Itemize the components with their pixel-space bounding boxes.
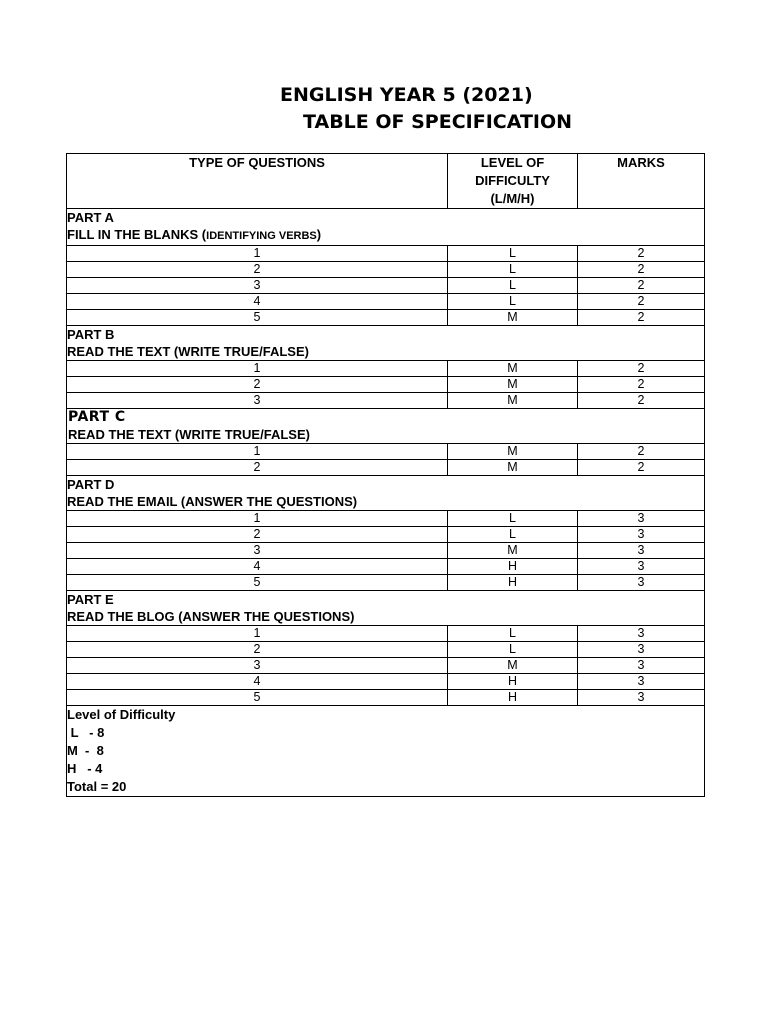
- question-number: 4: [67, 559, 448, 575]
- table-row: [67, 527, 705, 543]
- header-marks: MARKS: [578, 154, 705, 209]
- question-number: 3: [67, 543, 448, 559]
- difficulty-level: M: [448, 310, 578, 326]
- marks-value: 2: [578, 444, 705, 460]
- difficulty-level: M: [448, 460, 578, 476]
- difficulty-level: M: [448, 444, 578, 460]
- header-type-of-questions: TYPE OF QUESTIONS: [67, 154, 448, 209]
- question-number: 1: [67, 246, 448, 262]
- table-row: [67, 690, 705, 706]
- table-row: [67, 310, 705, 326]
- marks-value: 2: [578, 361, 705, 377]
- table-row: [67, 278, 705, 294]
- question-number: 5: [67, 690, 448, 706]
- section-task: READ THE TEXT (WRITE TRUE/FALSE): [67, 344, 309, 359]
- section-row-part-e: [67, 591, 705, 626]
- question-number: 1: [67, 361, 448, 377]
- section-task: READ THE BLOG (ANSWER THE QUESTIONS): [67, 609, 355, 624]
- marks-value: 2: [578, 377, 705, 393]
- section-row-part-c: [67, 409, 705, 444]
- marks-value: 3: [578, 674, 705, 690]
- section-cell: [67, 326, 705, 361]
- difficulty-level: L: [448, 246, 578, 262]
- marks-value: 2: [578, 262, 705, 278]
- section-name: PART D: [67, 477, 115, 492]
- question-number: 2: [67, 377, 448, 393]
- difficulty-level: L: [448, 511, 578, 527]
- marks-value: 2: [578, 246, 705, 262]
- table-row: [67, 377, 705, 393]
- document-title: ENGLISH YEAR 5 (2021): [280, 84, 533, 106]
- difficulty-level: L: [448, 642, 578, 658]
- question-number: 2: [67, 460, 448, 476]
- marks-value: 2: [578, 393, 705, 409]
- question-number: 4: [67, 674, 448, 690]
- difficulty-level: L: [448, 527, 578, 543]
- table-row: [67, 460, 705, 476]
- specification-table: [66, 153, 705, 797]
- table-row: [67, 393, 705, 409]
- marks-value: 3: [578, 559, 705, 575]
- header-level-of-difficulty-label: LEVEL OF DIFFICULTY (L/M/H): [475, 155, 550, 206]
- table-row: [67, 262, 705, 278]
- section-name: PART C: [68, 409, 126, 425]
- difficulty-level: H: [448, 575, 578, 591]
- difficulty-level: M: [448, 658, 578, 674]
- question-number: 4: [67, 294, 448, 310]
- section-task-end: ): [316, 227, 322, 242]
- marks-value: 3: [578, 658, 705, 674]
- section-task-text: FILL IN THE BLANKS (: [67, 227, 207, 242]
- summary-medium: M - 8: [67, 743, 104, 758]
- marks-value: 3: [578, 690, 705, 706]
- table-row: [67, 575, 705, 591]
- table-header-row: [67, 154, 705, 209]
- difficulty-level: L: [448, 278, 578, 294]
- marks-value: 3: [578, 642, 705, 658]
- question-number: 2: [67, 527, 448, 543]
- question-number: 1: [67, 626, 448, 642]
- section-task-note: IDENTIFYING VERBS: [206, 230, 317, 242]
- difficulty-level: L: [448, 262, 578, 278]
- table-row: [67, 543, 705, 559]
- marks-value: 3: [578, 626, 705, 642]
- section-cell: [67, 476, 705, 511]
- summary-low: L - 8: [67, 725, 105, 740]
- difficulty-level: M: [448, 361, 578, 377]
- section-task: [67, 226, 704, 245]
- table-row: [67, 674, 705, 690]
- question-number: 1: [67, 511, 448, 527]
- table-row: [67, 294, 705, 310]
- question-number: 3: [67, 658, 448, 674]
- summary-high: H - 4: [67, 761, 103, 776]
- document-subtitle: TABLE OF SPECIFICATION: [303, 111, 573, 133]
- table-body: [67, 209, 705, 797]
- table-row: [67, 444, 705, 460]
- section-row-part-a: [67, 209, 705, 246]
- section-cell: [67, 591, 705, 626]
- table-row: [67, 658, 705, 674]
- question-number: 2: [67, 642, 448, 658]
- section-row-part-d: [67, 476, 705, 511]
- table-row: [67, 626, 705, 642]
- section-name: PART A: [67, 210, 114, 225]
- section-cell: [67, 409, 705, 444]
- marks-value: 3: [578, 575, 705, 591]
- difficulty-level: L: [448, 626, 578, 642]
- table-row: [67, 642, 705, 658]
- table-row: [67, 559, 705, 575]
- marks-value: 2: [578, 460, 705, 476]
- question-number: 5: [67, 310, 448, 326]
- summary-total: Total = 20: [67, 779, 127, 794]
- difficulty-level: H: [448, 690, 578, 706]
- difficulty-level: M: [448, 377, 578, 393]
- difficulty-level: H: [448, 559, 578, 575]
- table-row: [67, 246, 705, 262]
- section-task: READ THE EMAIL (ANSWER THE QUESTIONS): [67, 494, 358, 509]
- table-row: [67, 361, 705, 377]
- difficulty-summary: [67, 706, 705, 797]
- difficulty-level: M: [448, 543, 578, 559]
- marks-value: 3: [578, 527, 705, 543]
- question-number: 1: [67, 444, 448, 460]
- marks-value: 3: [578, 511, 705, 527]
- section-task: READ THE TEXT (WRITE TRUE/FALSE): [68, 427, 310, 442]
- difficulty-level: L: [448, 294, 578, 310]
- question-number: 2: [67, 262, 448, 278]
- marks-value: 2: [578, 294, 705, 310]
- difficulty-level: M: [448, 393, 578, 409]
- difficulty-level: H: [448, 674, 578, 690]
- header-level-of-difficulty: [448, 154, 578, 209]
- marks-value: 2: [578, 310, 705, 326]
- marks-value: 3: [578, 543, 705, 559]
- section-cell: [67, 209, 705, 246]
- question-number: 3: [67, 393, 448, 409]
- section-name: PART E: [67, 592, 114, 607]
- summary-row: [67, 706, 705, 797]
- question-number: 5: [67, 575, 448, 591]
- summary-heading: Level of Difficulty: [67, 707, 176, 722]
- marks-value: 2: [578, 278, 705, 294]
- section-row-part-b: [67, 326, 705, 361]
- table-row: [67, 511, 705, 527]
- section-name: PART B: [67, 327, 115, 342]
- question-number: 3: [67, 278, 448, 294]
